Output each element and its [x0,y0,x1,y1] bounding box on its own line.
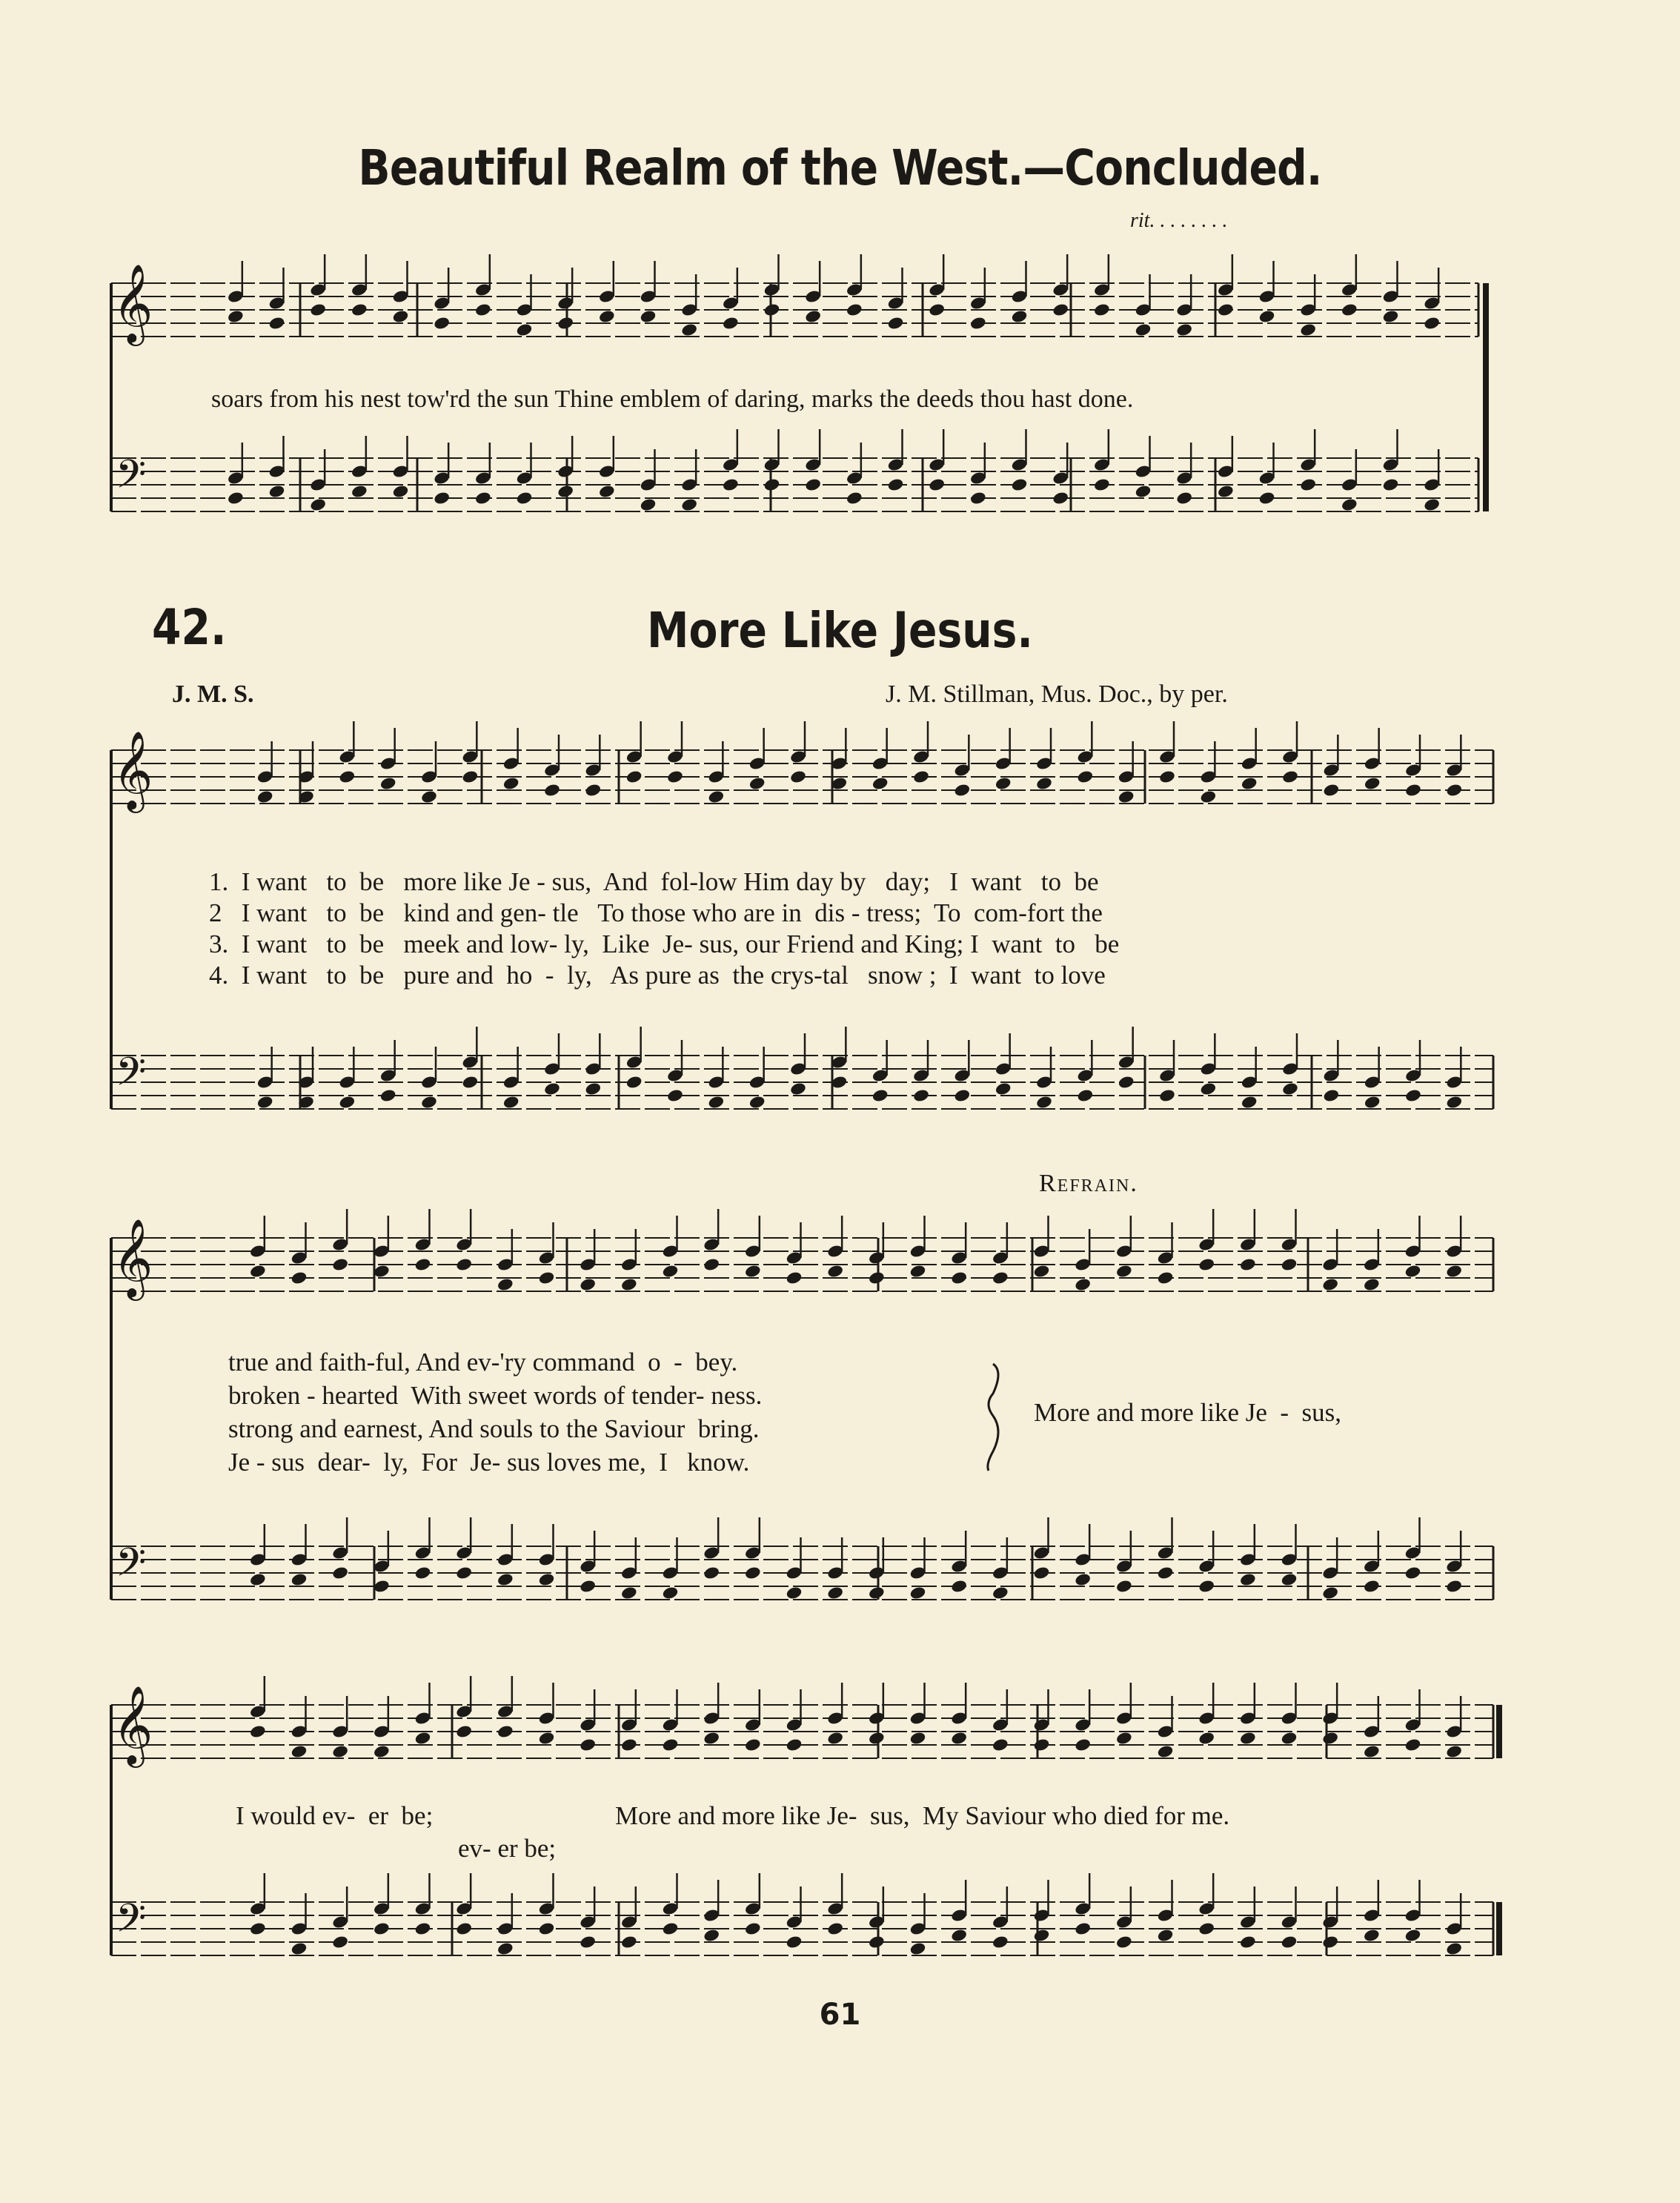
systemB-bass-note [1157,1566,1175,1580]
systemA-treble-note [1077,769,1095,784]
systemC-treble-note [249,1724,267,1739]
system1-treble-note [309,302,327,317]
systemB-treble-note [909,1264,927,1279]
systemA-treble-note [1200,789,1218,804]
system1-bass-note [1217,484,1235,499]
systemB-treble-note [1115,1264,1133,1279]
systemC-bass-note [1281,1935,1298,1949]
systemA-bass-note [1364,1095,1381,1110]
systemA-bass-note [585,1081,602,1096]
systemC-treble-note [620,1737,638,1752]
systemC-treble-note [662,1737,680,1752]
verse-line-1b: true and faith-ful, And ev-'ry command o - bey. [228,1348,738,1377]
systemB-bass-note [950,1579,968,1594]
systemA-treble-note [625,769,643,784]
bass-clef-icon: 𝄢 [116,1896,147,1951]
systemA-treble-note [1323,783,1341,798]
systemB-treble-note [290,1271,308,1285]
systemC-bass-note [744,1921,762,1936]
system1-bass-note [598,484,616,499]
system1-treble-note [969,316,987,331]
systemB-treble-note [950,1271,968,1285]
systemC-bass-note [620,1935,638,1949]
system1-treble-note [474,302,492,317]
systemC-bass-note [497,1941,514,1956]
systemB-treble-note [373,1264,391,1279]
verse-line-4b: Je - sus dear- ly, For Je- sus loves me, I know. [228,1448,750,1477]
systemB-treble-note [620,1277,638,1292]
systemB-treble-note [1445,1264,1463,1279]
systemC-bass-note [414,1921,432,1936]
system1-bass-note [640,497,657,512]
refrain-lyric-2c: More and more like Je- sus, My Saviour who died for me. [615,1801,1230,1830]
systemA-treble-note [708,789,726,804]
system1-lyrics: soars from his nest tow'rd the sun Thine emblem of daring, marks the deeds thou hast done. [211,385,1134,413]
system1-bass-note [928,477,946,492]
systemB-treble-note [786,1271,803,1285]
systemB-treble-note [455,1257,473,1272]
systemB-treble-note [538,1271,556,1285]
systemC-bass-note [538,1921,556,1936]
systemC-bass-note [373,1921,391,1936]
systemA-bass-note [462,1075,479,1090]
systemB-bass-note [1033,1566,1051,1580]
page-title: Beautiful Realm of the West.—Concluded. [358,139,1322,196]
systemB-bass-note [992,1586,1009,1600]
system1-bass-note [557,484,574,499]
system1-bass-note [474,491,492,506]
systemC-bass-note [703,1928,720,1943]
systemB-bass-note [703,1566,720,1580]
systemA-treble-note [871,776,889,791]
bass-clef-icon: 𝄢 [116,1540,147,1595]
systemB-bass-note [1363,1579,1381,1594]
system1-bass-note [722,477,740,492]
systemC-bass-note [1404,1928,1422,1943]
system1-treble-note [1423,316,1441,331]
systemA-bass-note [256,1095,274,1110]
systemC-treble-note [1404,1737,1422,1752]
systemA-bass-note [1446,1095,1464,1110]
systemC-bass-note [1074,1921,1092,1936]
systemC-treble-note [1239,1731,1257,1746]
systemC-treble-note [290,1744,308,1759]
systemA-treble-note [1241,776,1258,791]
system1-bass-note [227,491,245,506]
systemA-treble-note [1035,776,1053,791]
systemB-treble-note [1239,1257,1257,1272]
systemB-bass-note [620,1586,638,1600]
systemC-treble-note [1363,1744,1381,1759]
systemA-treble-note [462,769,479,784]
systemA-treble-note [912,769,930,784]
verse-line-3a: 3. I want to be meek and low- ly, Like Je- sus, our Friend and King; I want to be [209,930,1120,958]
systemA-treble-note [789,769,807,784]
system1-bass-note [804,477,822,492]
systemB-bass-note [373,1579,391,1594]
system1-bass-note [1135,484,1152,499]
system1-treble-note [804,309,822,324]
verse-bracket [988,1364,998,1471]
system1-treble-note [722,316,740,331]
bass-clef-icon: 𝄢 [116,1050,147,1104]
systemB-bass-note [662,1586,680,1600]
refrain-lyric-2b: ev- er be; [458,1834,557,1863]
systemA-treble-note [1404,783,1422,798]
system1-treble-note [640,309,657,324]
systemA-treble-note [420,789,438,804]
systemB-treble-note [992,1271,1009,1285]
systemC-treble-note [1033,1737,1051,1752]
systemC-bass-note [1321,1935,1339,1949]
systemB-treble-note [1157,1271,1175,1285]
system1-bass-note [433,491,451,506]
systemA-bass-note [871,1088,889,1103]
system1-bass-note [516,491,534,506]
systemA-bass-note [1281,1081,1299,1096]
systemC-bass-note [1157,1928,1175,1943]
system1-bass-note [392,484,410,499]
composer-credit: J. M. Stillman, Mus. Doc., by per. [886,680,1228,708]
system1-treble-note [433,316,451,331]
system1-bass-note [1175,491,1193,506]
system1-treble-note [887,316,905,331]
systemB-bass-note [538,1572,556,1587]
systemC-treble-note [1157,1744,1175,1759]
systemB-treble-note [868,1271,886,1285]
systemB-bass-note [786,1586,803,1600]
verse-line-3b: strong and earnest, And souls to the Saviour bring. [228,1414,760,1443]
systemC-bass-note [1198,1921,1215,1936]
system1-bass-note [846,491,863,506]
systemC-bass-note [826,1921,844,1936]
systemC-treble-note [909,1731,927,1746]
systemC-bass-note [950,1928,968,1943]
system1-treble-note [1217,302,1235,317]
systemC-treble-note [786,1737,803,1752]
systemB-bass-note [1239,1572,1257,1587]
system1-treble-note [1135,322,1152,337]
verse-line-1a: 1. I want to be more like Je - sus, And fol-low Him day by day; I want to be [209,867,1099,896]
systemB-treble-note [662,1264,680,1279]
systemA-bass-note [379,1088,397,1103]
systemC-bass-note [909,1941,927,1956]
systemC-treble-note [414,1731,432,1746]
systemB-treble-note [703,1257,720,1272]
system1-treble-note [227,309,245,324]
lyricist-credit: J. M. S. [172,680,254,708]
system1-treble-note [1299,322,1317,337]
systemC-treble-note [497,1724,514,1739]
systemA-treble-note [954,783,972,798]
system1-treble-note [928,302,946,317]
systemC-bass-note [662,1921,680,1936]
systemA-bass-note [748,1095,766,1110]
systemA-treble-note [1118,789,1135,804]
refrain-lyric-2a: I would ev- er be; [236,1801,434,1830]
systemA-bass-note [1118,1075,1135,1090]
systemC-bass-note [868,1935,886,1949]
systemC-bass-note [290,1941,308,1956]
systemC-bass-note [1363,1928,1381,1943]
systemC-bass-note [1239,1935,1257,1949]
system1-bass-note [1258,491,1276,506]
systemC-treble-note [1115,1731,1133,1746]
systemB-treble-note [1198,1257,1215,1272]
system1-bass-note [1299,477,1317,492]
systemB-treble-note [1074,1277,1092,1292]
system1-bass-note [1382,477,1400,492]
treble-clef-icon: 𝄞 [113,730,153,809]
systemA-bass-note [502,1095,520,1110]
system1-bass-note [1052,491,1069,506]
systemB-treble-note [826,1264,844,1279]
system1-treble-note [351,302,368,317]
system1-treble-note [1011,309,1029,324]
systemA-treble-note [748,776,766,791]
system1-treble-note [1175,322,1193,337]
system1-treble-note [1093,302,1111,317]
systemA-treble-note [502,776,520,791]
systemA-treble-note [585,783,602,798]
systemB-bass-note [579,1579,597,1594]
systemB-bass-note [290,1572,308,1587]
systemA-bass-note [625,1075,643,1090]
systemB-treble-note [1363,1277,1381,1292]
hymn-number: 42. [152,599,227,656]
systemB-bass-note [414,1566,432,1580]
system1-bass-note [309,497,327,512]
systemB-treble-note [331,1257,349,1272]
refrain-lyric-1: More and more like Je - sus, [1034,1398,1342,1427]
systemC-bass-note [579,1935,597,1949]
refrain-label: Refrain. [1039,1170,1138,1197]
system1-treble-note [1382,309,1400,324]
systemC-treble-note [538,1731,556,1746]
systemB-bass-note [1074,1572,1092,1587]
systemB-bass-note [497,1572,514,1587]
systemA-bass-note [708,1095,726,1110]
systemA-bass-note [543,1081,561,1096]
systemA-bass-note [339,1095,356,1110]
systemA-bass-note [420,1095,438,1110]
systemB-bass-note [909,1586,927,1600]
system1-treble-note [1258,309,1276,324]
system1-treble-note [598,309,616,324]
systemB-bass-note [1281,1572,1298,1587]
hymn-title: More Like Jesus. [647,602,1033,659]
systemA-treble-note [995,776,1012,791]
systemA-bass-note [912,1088,930,1103]
systemC-bass-note [1445,1941,1463,1956]
verse-line-2a: 2 I want to be kind and gen- tle To those who are in dis - tress; To com-fort the [209,898,1103,927]
systemA-bass-note [1323,1088,1341,1103]
system1-bass-note [887,477,905,492]
bass-clef-icon: 𝄢 [116,452,147,507]
system1-treble-note [1052,302,1069,317]
systemA-bass-note [1035,1095,1053,1110]
system1-treble-note [557,316,574,331]
systemC-treble-note [455,1724,473,1739]
systemA-treble-note [339,769,356,784]
systemC-treble-note [331,1744,349,1759]
systemC-treble-note [1198,1731,1215,1746]
systemC-treble-note [1321,1731,1339,1746]
systemB-treble-note [1281,1257,1298,1272]
systemB-bass-note [331,1566,349,1580]
systemA-bass-note [1158,1088,1176,1103]
systemA-treble-note [666,769,684,784]
system1-treble-note [268,316,286,331]
treble-clef-icon: 𝄞 [113,1685,153,1764]
verse-line-4a: 4. I want to be pure and ho - ly, As pure as the crys-tal snow ; I want to love [209,961,1106,990]
systemB-bass-note [1404,1566,1422,1580]
systemB-treble-note [579,1277,597,1292]
page-number: 61 [819,1998,861,2032]
systemA-bass-note [789,1081,807,1096]
systemC-bass-note [786,1935,803,1949]
systemA-bass-note [995,1081,1012,1096]
systemA-bass-note [666,1088,684,1103]
systemB-treble-note [1404,1264,1422,1279]
system1-treble-note [846,302,863,317]
systemA-bass-note [1404,1088,1422,1103]
systemB-bass-note [1445,1579,1463,1594]
systemC-bass-note [1033,1928,1051,1943]
systemB-bass-note [744,1566,762,1580]
treble-clef-icon: 𝄞 [113,263,153,342]
system1-bass-note [1011,477,1029,492]
systemA-treble-note [543,783,561,798]
systemC-treble-note [992,1737,1009,1752]
systemA-bass-note [1200,1081,1218,1096]
systemC-bass-note [249,1921,267,1936]
systemC-treble-note [1281,1731,1298,1746]
systemC-bass-note [455,1921,473,1936]
system1-treble-note [516,322,534,337]
systemB-bass-note [868,1586,886,1600]
system1-treble-note [1341,302,1358,317]
systemB-bass-note [1115,1579,1133,1594]
systemC-treble-note [1074,1737,1092,1752]
systemA-treble-note [379,776,397,791]
systemC-treble-note [868,1731,886,1746]
system1-treble-note [680,322,698,337]
system1-treble-note [763,302,781,317]
systemC-treble-note [703,1731,720,1746]
systemC-treble-note [579,1737,597,1752]
systemB-treble-note [1033,1264,1051,1279]
systemA-treble-note [256,789,274,804]
systemC-treble-note [1445,1744,1463,1759]
systemA-bass-note [954,1088,972,1103]
systemA-bass-note [1077,1088,1095,1103]
system1-bass-note [268,484,286,499]
system1-bass-note [1093,477,1111,492]
systemB-treble-note [414,1257,432,1272]
ritardando-mark: rit. . . . . . . . [1130,209,1228,232]
systemC-bass-note [992,1935,1009,1949]
systemB-bass-note [249,1572,267,1587]
systemA-bass-note [1241,1095,1258,1110]
systemC-treble-note [950,1731,968,1746]
treble-clef-icon: 𝄞 [113,1218,153,1297]
systemC-treble-note [373,1744,391,1759]
systemB-treble-note [249,1264,267,1279]
system1-bass-note [351,484,368,499]
system1-bass-note [763,477,781,492]
system1-bass-note [969,491,987,506]
systemA-treble-note [1158,769,1176,784]
system1-treble-note [392,309,410,324]
systemA-treble-note [1281,769,1299,784]
systemA-treble-note [1446,783,1464,798]
systemC-treble-note [826,1731,844,1746]
systemB-bass-note [455,1566,473,1580]
system1-bass-note [1341,497,1358,512]
systemC-bass-note [331,1935,349,1949]
systemC-bass-note [1115,1935,1133,1949]
systemB-bass-note [1198,1579,1215,1594]
systemC-treble-note [744,1737,762,1752]
systemB-treble-note [1321,1277,1339,1292]
systemB-bass-note [1321,1586,1339,1600]
systemB-treble-note [497,1277,514,1292]
systemA-treble-note [1364,776,1381,791]
verse-line-2b: broken - hearted With sweet words of tender- ness. [228,1381,763,1410]
system1-bass-note [1423,497,1441,512]
systemB-treble-note [744,1264,762,1279]
system1-bass-note [680,497,698,512]
systemB-bass-note [826,1586,844,1600]
